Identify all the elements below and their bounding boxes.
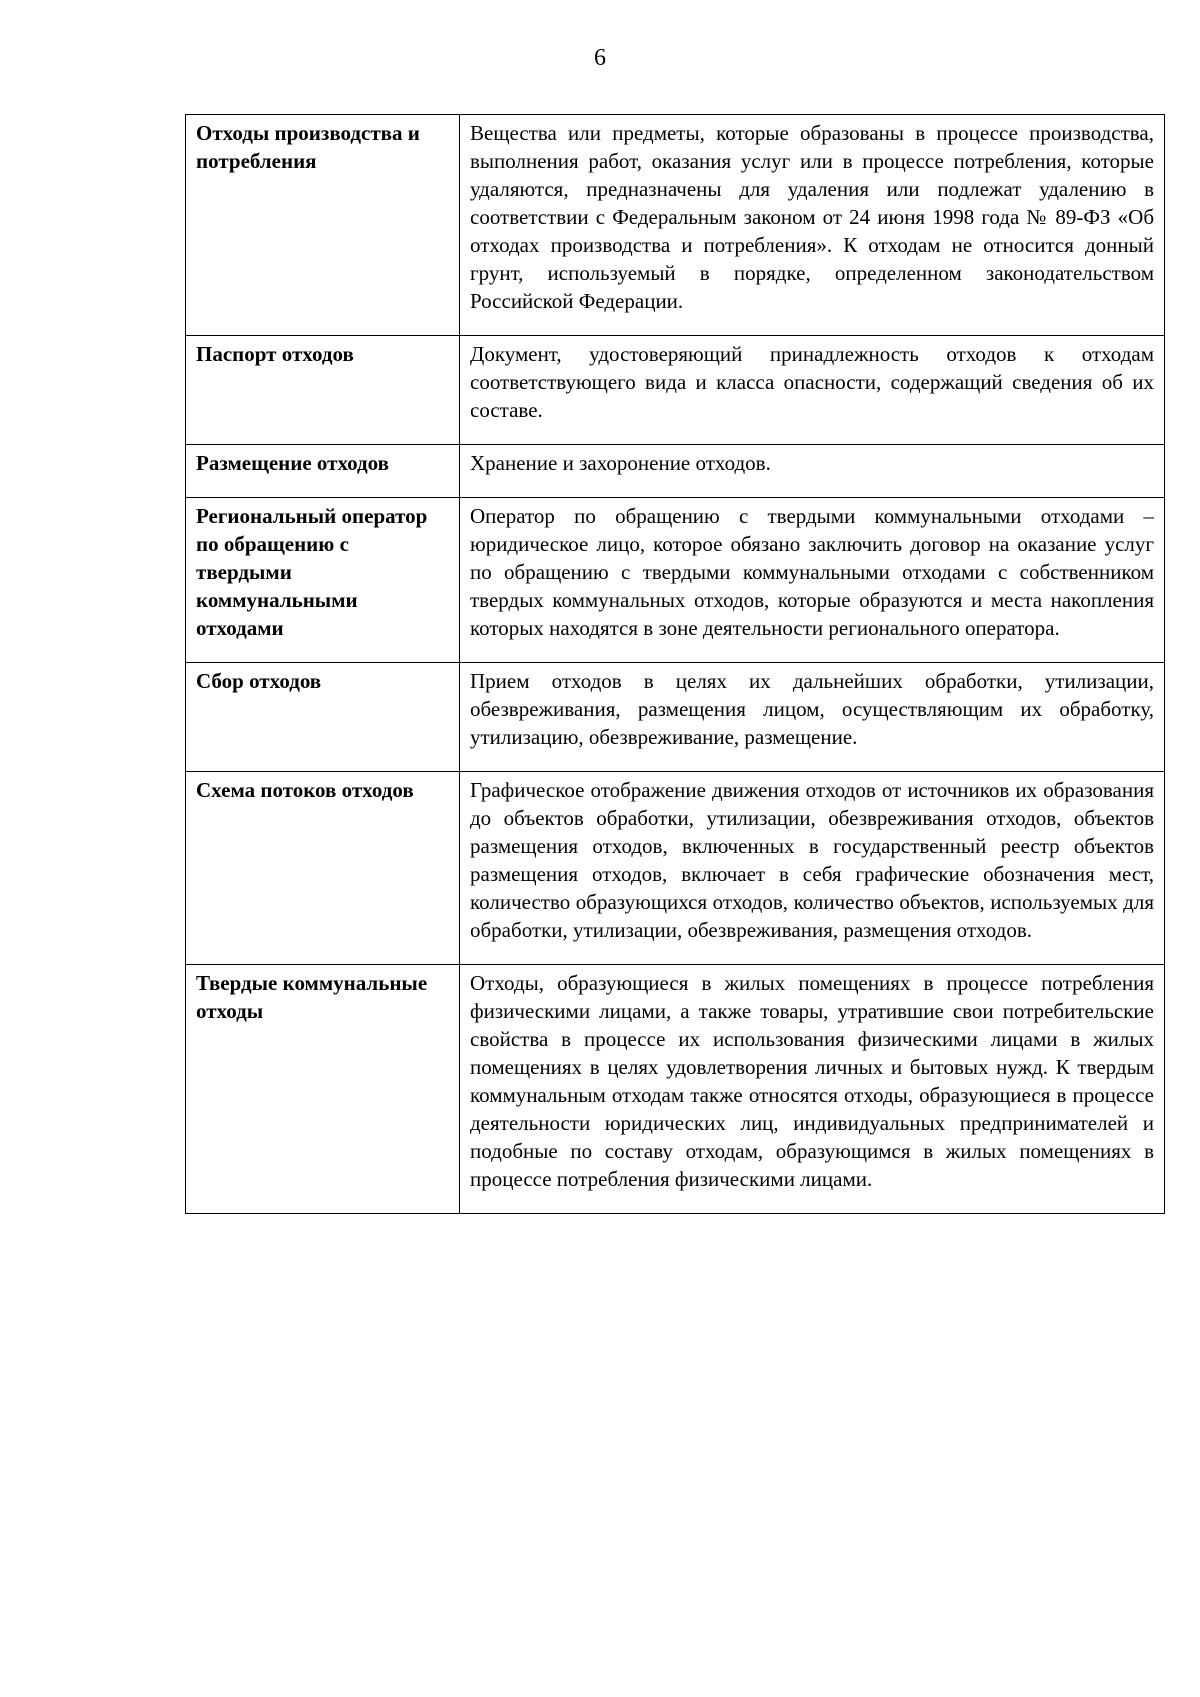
table-row <box>186 336 1165 445</box>
glossary-table <box>185 114 1165 1214</box>
table-row <box>186 965 1165 1214</box>
definition-cell: Вещества или предметы, которые образованы в процессе производства, выполнения работ, оказания услуг или в процессе потребления, которые удаляются, предназначены для удаления или подлежат удалению в соответствии с Федеральным законом от 24 июня 1998 года № 89-ФЗ «Об отходах производства и потребления». К отходам не относится донный грунт, используемый в порядке, определенном законодательством Российской Федерации. <box>460 115 1165 336</box>
definition-cell: Документ, удостоверяющий принадлежность отходов к отходам соответствующего вида и класса опасности, содержащий сведения об их составе. <box>460 336 1165 445</box>
term-cell: Отходы производства и потребления <box>186 115 460 336</box>
term-cell: Схема потоков отходов <box>186 772 460 965</box>
definition-cell: Прием отходов в целях их дальнейших обработки, утилизации, обезвреживания, размещения лицом, осуществляющим их обработку, утилизацию, обезвреживание, размещение. <box>460 663 1165 772</box>
table-row <box>186 772 1165 965</box>
table-row <box>186 663 1165 772</box>
definition-cell: Хранение и захоронение отходов. <box>460 445 1165 498</box>
table-row <box>186 445 1165 498</box>
page-number: 6 <box>594 45 606 71</box>
definition-cell: Графическое отображение движения отходов от источников их образования до объектов обработки, утилизации, обезвреживания отходов, объектов размещения отходов, включенных в государственный реестр объектов размещения отходов, включает в себя графические обозначения мест, количество образующихся отходов, количество объектов, используемых для обработки, утилизации, обезвреживания, размещения отходов. <box>460 772 1165 965</box>
term-cell: Паспорт отходов <box>186 336 460 445</box>
term-cell: Сбор отходов <box>186 663 460 772</box>
definition-cell: Оператор по обращению с твердыми коммунальными отходами – юридическое лицо, которое обязано заключить договор на оказание услуг по обращению с твердыми коммунальными отходами с собственником твердых коммунальных отходов, которые образуются и места накопления которых находятся в зоне деятельности регионального оператора. <box>460 498 1165 663</box>
term-cell: Твердые коммунальные отходы <box>186 965 460 1214</box>
definition-cell: Отходы, образующиеся в жилых помещениях в процессе потребления физическими лицами, а также товары, утратившие свои потребительские свойства в процессе их использования физическими лицами в жилых помещениях в целях удовлетворения личных и бытовых нужд. К твердым коммунальным отходам также относятся отходы, образующиеся в процессе деятельности юридических лиц, индивидуальных предпринимателей и подобные по составу отходам, образующимся в жилых помещениях в процессе потребления физическими лицами. <box>460 965 1165 1214</box>
term-cell: Региональный оператор по обращению с твердыми коммунальными отходами <box>186 498 460 663</box>
table-row <box>186 498 1165 663</box>
table-row <box>186 115 1165 336</box>
term-cell: Размещение отходов <box>186 445 460 498</box>
